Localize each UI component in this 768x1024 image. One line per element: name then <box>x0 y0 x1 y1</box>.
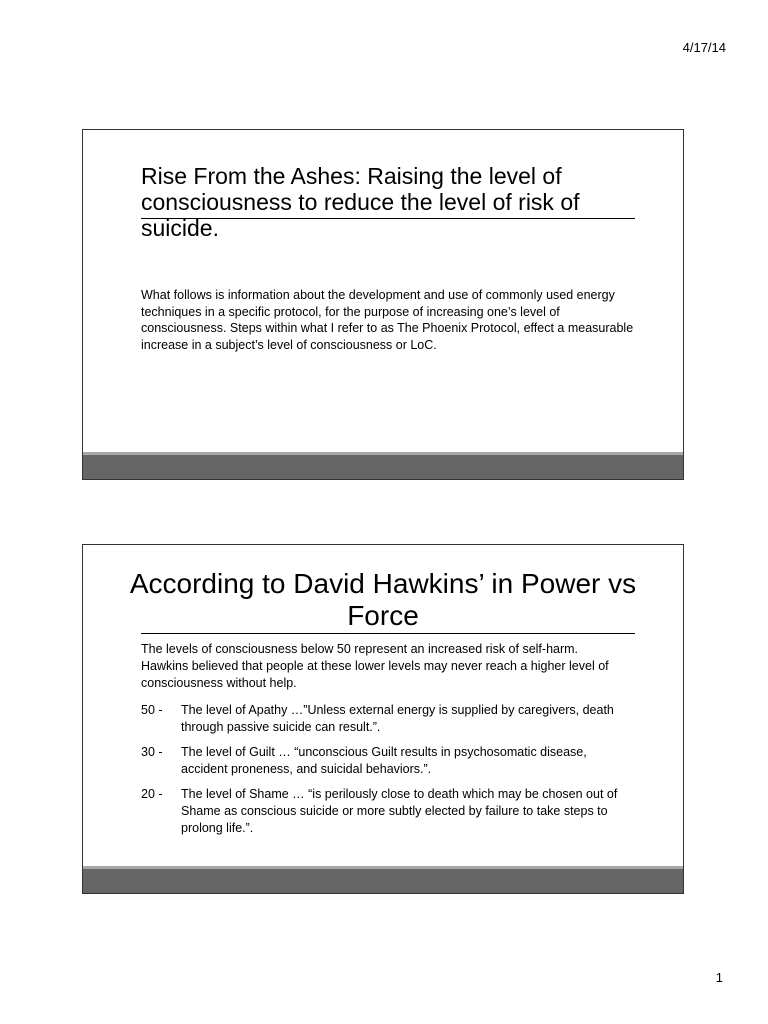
level-item-30 <box>141 744 631 778</box>
slide-2-title-rule <box>141 633 635 634</box>
level-number: 20 - <box>141 787 163 801</box>
level-description: The level of Apathy …”Unless external energy is supplied by caregivers, death through passive suicide can result.”. <box>181 703 614 734</box>
level-description: The level of Shame … “is perilously close to death which may be chosen out of Shame as conscious suicide or more subtly elected by failure to take steps to prolong life.”. <box>181 787 618 835</box>
page-number: 1 <box>715 970 723 985</box>
level-number: 30 - <box>141 745 163 759</box>
slide-2-intro: The levels of consciousness below 50 represent an increased risk of self-harm. Hawkins believed that people at these lower levels may never reach a higher level of consciousness without help. <box>141 642 609 690</box>
slide-2-title: According to David Hawkins’ in Power vs Force <box>129 568 637 631</box>
level-item-20 <box>141 786 631 837</box>
slide-2-footer-bar <box>83 866 683 893</box>
slide-1-title: Rise From the Ashes: Raising the level of consciousness to reduce the level of risk of suicide. <box>141 163 580 241</box>
level-number: 50 - <box>141 703 163 717</box>
slide-1-body: What follows is information about the development and use of commonly used energy techniques in a specific protocol, for the purpose of increasing one’s level of consciousness. Steps within what I refer to as The Phoenix Protocol, effect a measurable increase in a subject’s level of consciousness or LoC. <box>141 288 634 352</box>
print-date: 4/17/14 <box>682 40 726 55</box>
slide-1-footer-bar <box>83 452 683 479</box>
slide-1-title-rule <box>141 218 635 219</box>
slide-2 <box>82 544 684 894</box>
consciousness-levels-list <box>141 702 631 845</box>
slide-1 <box>82 129 684 480</box>
level-description: The level of Guilt … “unconscious Guilt results in psychosomatic disease, accident proneness, and suicidal behaviors.”. <box>181 745 587 776</box>
level-item-50 <box>141 702 631 736</box>
